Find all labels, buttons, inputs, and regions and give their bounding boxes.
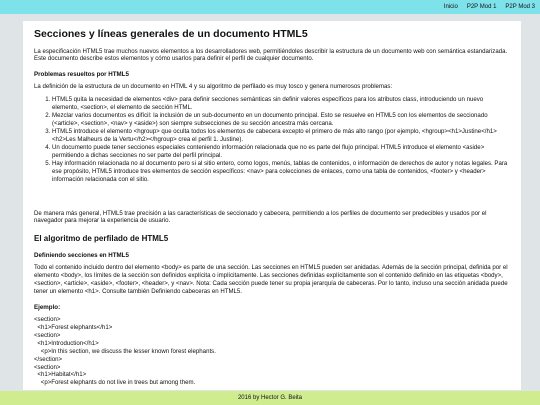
- problem-item: 2. Mezclar varios documentos es difícil: la inclusión de un sub-documento en un documento principal. Esto se resuelve en HTML5 con los elementos de seccionado (<article>, <section>, <nav> y <aside>) son siempre subsecciones de su sección ancestra más cercana.: [52, 112, 511, 128]
- example-code: <section> <h1>Forest elephants</h1> <section> <h1>Introduction</h1> <p>In this section, we discuss the lesser known forest elephants. </section> <section> <h1>Habitat</h1> <p>Forest elephants do not live in trees but among them.: [34, 315, 216, 387]
- nav-link-inicio[interactable]: Inicio: [443, 4, 458, 10]
- footer-text: 2016 by Hector G. Beita: [237, 395, 303, 401]
- spacer: [34, 188, 511, 210]
- problem-item: 3. HTML5 introduce el elemento <hgroup> que oculta todos los elementos de cabecera excepto el primero de más alto rango (por ejemplo, <hgroup><h1>Justine</h1><h2>Les Malheurs de la Vertu</h2></hgroup> crea el perfil 1. Justine).: [52, 128, 511, 144]
- problem-item: 5. Hay información relacionada no al documento pero si al sitio entero, como logos, menús, tablas de contenidos, o información de derechos de autor y notas legales. Para ese propósito, HTML5 introduce tres elementos de sección específicos: <nav> para colecciones de enlaces, como una tabla de contenidos, <footer> y <header> información relacionada con el sitio.: [52, 160, 511, 184]
- nav-link-p2p-mod-1[interactable]: P2P Mod 1: [466, 4, 497, 10]
- footer: [0, 391, 540, 405]
- example-heading: Ejemplo:: [34, 303, 61, 311]
- defining-paragraph: Todo el contenido incluido dentro del elemento <body> es parte de una sección. Las secciones en HTML5 pueden ser anidadas. Además de la sección principal, definida por el elemento <body>, los límites de la sección son definidos explícita o implícitamente. Las secciones definidas explícitamente son el contenido definido en las etiquetas <body>, <section>, <article>, <aside>, <footer>, <header>, y <nav>. Nota: Cada sección puede tener su propia jerarquía de cabeceras. Por lo tanto, incluso una sección anidada puede tener un elemento <h1>. Consulte también Definiendo cabeceras en HTML5.: [34, 264, 508, 295]
- defining-heading: Definiendo secciones en HTML5: [34, 252, 129, 260]
- article-page: [23, 21, 521, 390]
- problems-list: [34, 96, 511, 183]
- algorithm-heading: El algoritmo de perfilado de HTML5: [34, 234, 169, 244]
- article-title: Secciones y líneas generales de un documento HTML5: [34, 28, 308, 40]
- top-nav: [0, 0, 540, 14]
- problem-item: 1. HTML5 quita la necesidad de elementos <div> para definir secciones semánticas sin definir valores específicos para los atributos class, introduciendo un nuevo elemento, <section>, el elemento de sección HTML.: [52, 96, 511, 112]
- problems-intro: La definición de la estructura de un documento en HTML 4 y su algoritmo de perfilado es muy tosco y genera numerosos problemas:: [34, 83, 393, 91]
- intro-paragraph: La especificación HTML5 trae muchos nuevos elementos a los desarrolladores web, permitiéndoles describir la estructura de un documento web con semántica estandarizada. Este documento describe estos elementos y cómo usarlos para definir el perfil de cualquier documento.: [34, 47, 508, 63]
- problem-item: 4. Un documento puede tener secciones especiales conteniendo información relacionada que no es parte del flujo principal. HTML5 introduce el elemento <aside> permitiendo a dichas secciones no ser parte del perfil principal.: [52, 144, 511, 160]
- nav-link-p2p-mod-3[interactable]: P2P Mod 3: [505, 4, 535, 10]
- article-content: [23, 21, 521, 387]
- problems-heading: Problemas resueltos por HTML5: [34, 71, 129, 79]
- summary-paragraph: De manera más general, HTML5 trae precisión a las características de seccionado y cabecera, permitiendo a los perfiles de documento ser predecibles y usados por el navegador para mejorar la experiencia de usuario.: [34, 209, 487, 225]
